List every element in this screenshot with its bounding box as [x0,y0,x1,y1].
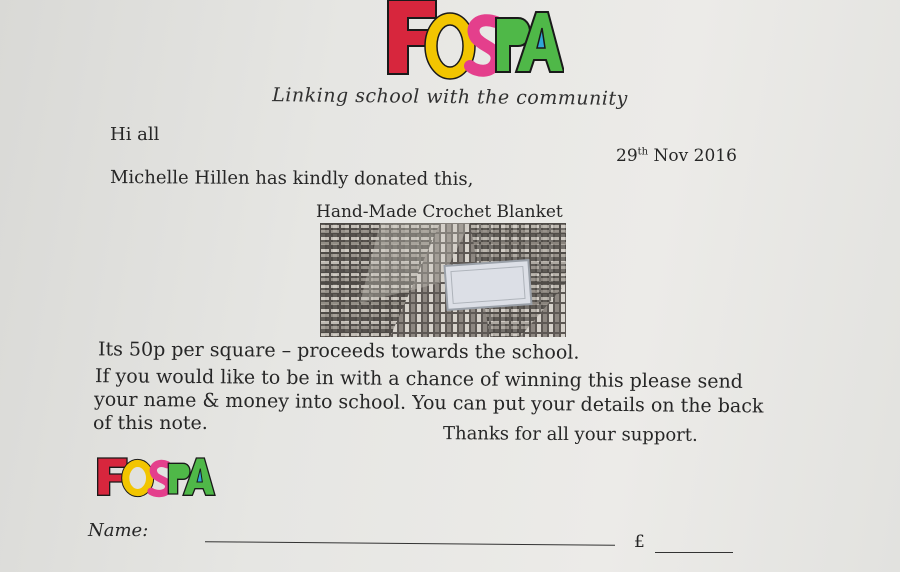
fospa-logo [384,0,564,82]
donation-line: Michelle Hillen has kindly donated this, [109,167,474,190]
greeting: Hi all [110,124,160,145]
paragraph-line-3: your name & money into school. You can put your details on the back [93,388,764,418]
amount-input-line[interactable] [655,552,733,553]
letter-date [616,146,737,166]
currency-symbol: £ [634,532,645,552]
fospa-logo-small [94,454,216,498]
paragraph-line-1: Its 50p per square – proceeds towards the school. [97,338,580,364]
name-label: Name: [88,520,149,541]
crochet-blanket-photo [320,223,566,337]
thanks-line: Thanks for all your support. [442,423,698,446]
tagline: Linking school with the community [272,84,628,110]
date-day: 29 [616,146,638,166]
paragraph-line-2: If you would like to be in with a chance of winning this please send [94,365,744,393]
date-suffix: th [637,146,649,158]
paragraph-line-4: of this note. [93,412,208,434]
name-input-line[interactable] [205,541,615,546]
item-title: Hand-Made Crochet Blanket [316,202,563,222]
date-rest: Nov 2016 [648,146,737,166]
